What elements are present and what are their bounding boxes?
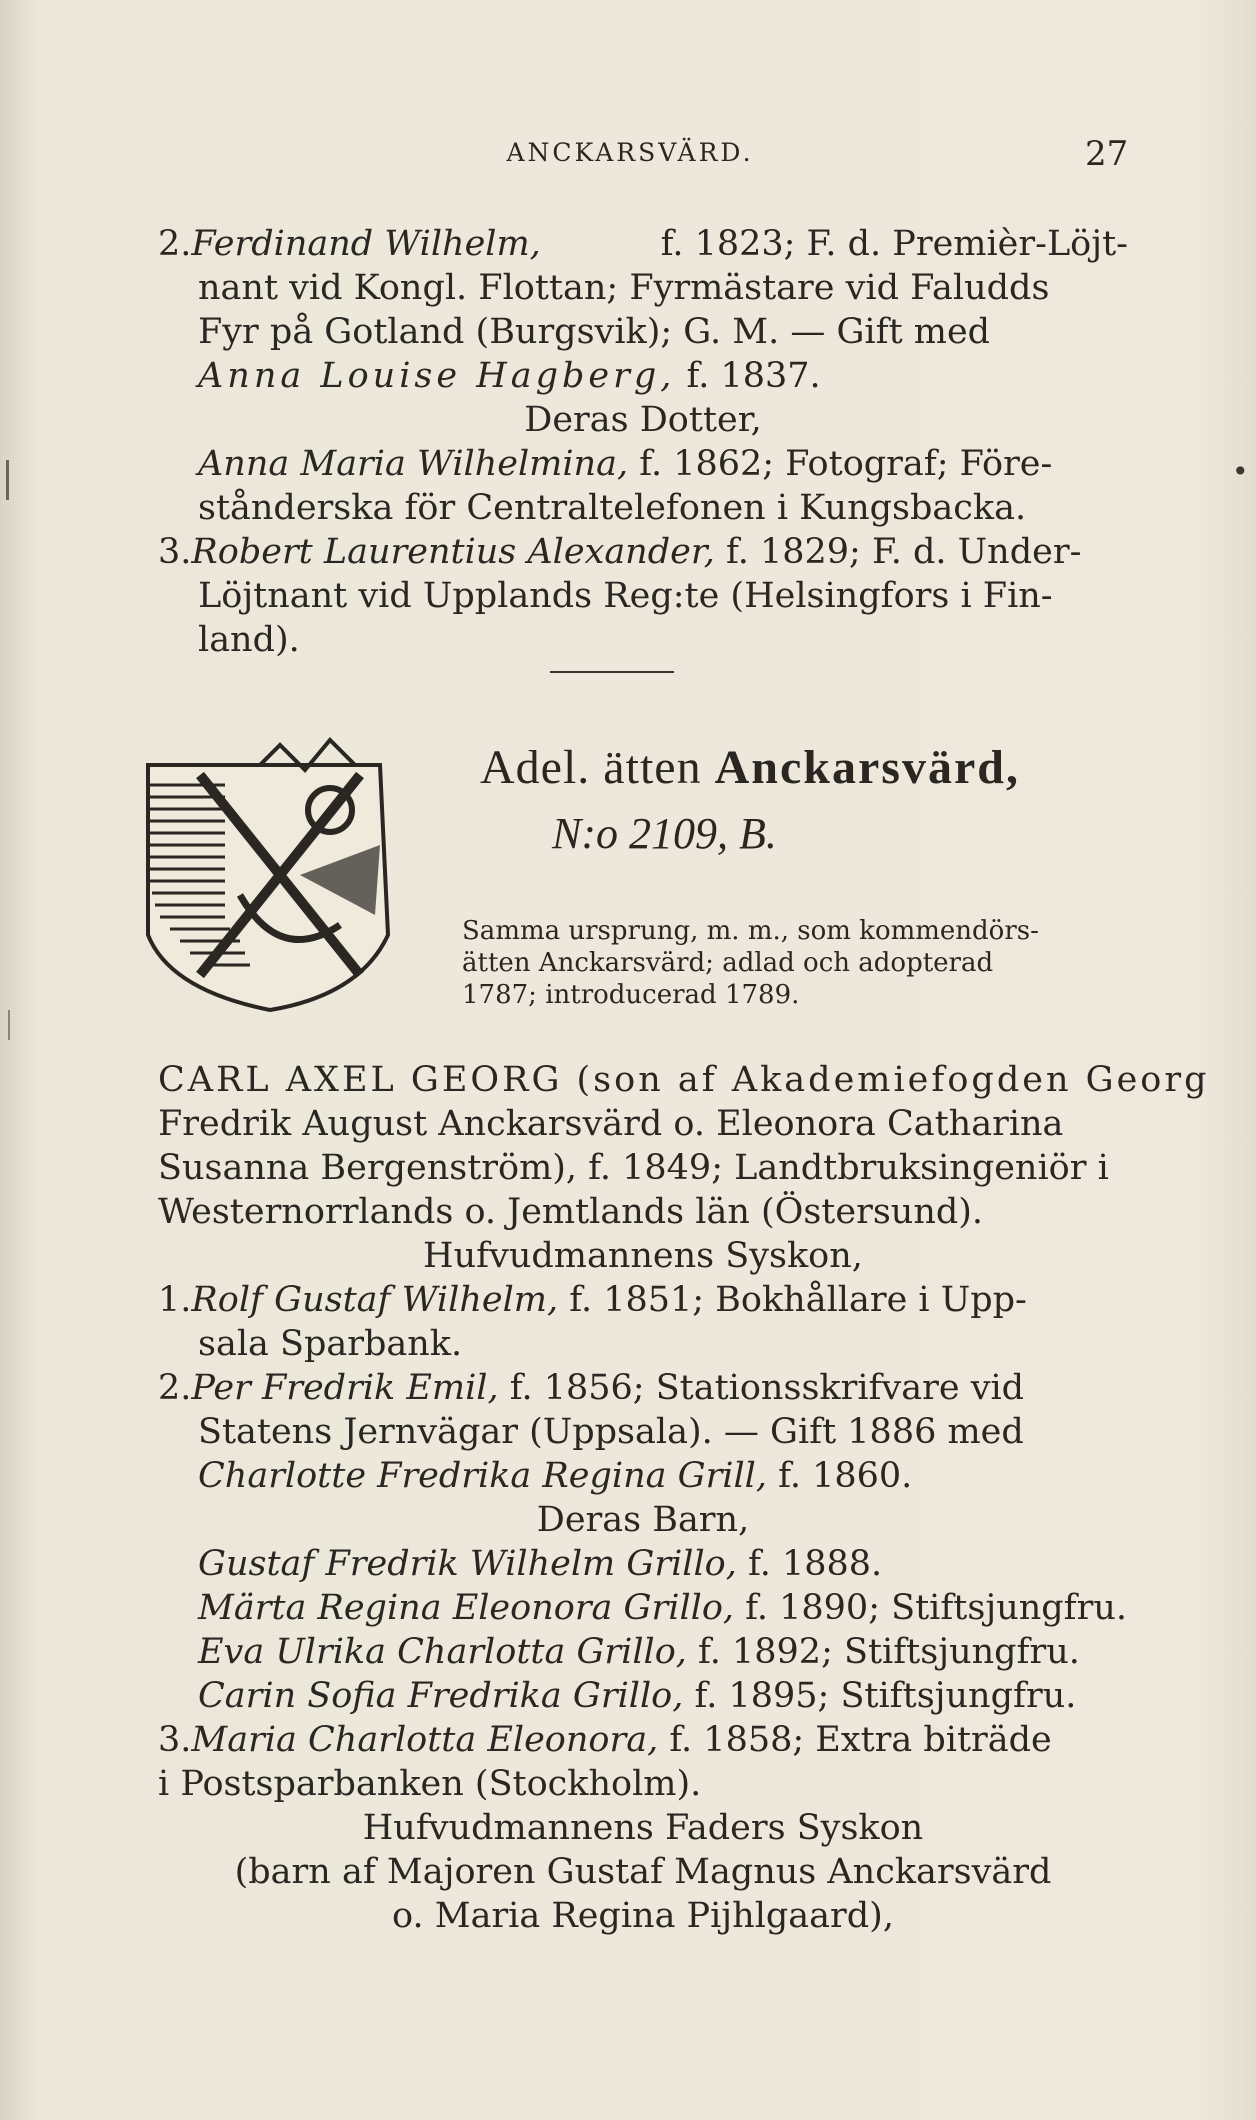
edge-mark bbox=[8, 1010, 10, 1040]
entry-line: stånderska för Centraltelefonen i Kungsbacka. bbox=[198, 488, 1027, 528]
entry-text: f. 1823; F. d. Premièr-Löjt- bbox=[660, 224, 1128, 264]
entry-line bbox=[158, 1454, 1128, 1498]
entry-text: f. 1892; Stiftsjungfru. bbox=[698, 1632, 1080, 1672]
person-name: Ferdinand Wilhelm, bbox=[191, 224, 541, 264]
person-name: Carin Sofia Fredrika Grillo, bbox=[198, 1676, 684, 1716]
entry-line: Westernorrlands o. Jemtlands län (Östersund). bbox=[158, 1192, 984, 1232]
entry-text: f. 1888. bbox=[747, 1544, 883, 1584]
entry-text: f. 1860. bbox=[778, 1456, 913, 1496]
entry-text: f. 1851; Bokhållare i Upp- bbox=[569, 1280, 1027, 1320]
entry-line: o. Maria Regina Pijhlgaard), bbox=[392, 1896, 894, 1936]
entry-line bbox=[158, 1366, 1128, 1410]
lineage-title-prefix: Adel. ätten bbox=[480, 741, 702, 794]
entry-number: 3. bbox=[158, 1720, 192, 1760]
entry-line: (barn af Majoren Gustaf Magnus Anckarsvärd bbox=[234, 1852, 1052, 1892]
entry-number: 2. bbox=[158, 224, 192, 264]
entry-text: f. 1856; Stationsskrifvare vid bbox=[509, 1368, 1025, 1408]
coat-of-arms-icon bbox=[130, 725, 405, 1015]
section-divider bbox=[550, 671, 674, 673]
person-name: Gustaf Fredrik Wilhelm Grillo, bbox=[198, 1544, 737, 1584]
note-line: 1787; introducerad 1789. bbox=[462, 980, 800, 1010]
entry-text: f. 1837. bbox=[686, 356, 821, 396]
lineage-title bbox=[480, 740, 1020, 795]
main-entry bbox=[158, 1058, 1210, 1938]
section-heading: Hufvudmannens Faders Syskon bbox=[362, 1808, 924, 1848]
person-name: Anna Maria Wilhelmina, bbox=[198, 444, 629, 484]
entry-number: 2. bbox=[158, 1368, 192, 1408]
entry-line bbox=[158, 1586, 1128, 1630]
person-name: Märta Regina Eleonora Grillo, bbox=[198, 1588, 735, 1628]
entry-line bbox=[158, 442, 1128, 486]
entry-line bbox=[158, 1630, 1128, 1674]
entry-text: f. 1890; Stiftsjungfru. bbox=[745, 1588, 1128, 1628]
lineage-number bbox=[552, 808, 777, 859]
lineage-title-name: Anckarsvärd, bbox=[714, 741, 1020, 794]
person-name: Robert Laurentius Alexander, bbox=[191, 532, 715, 572]
entry-line: CARL AXEL GEORG (son af Akademiefogden Georg bbox=[158, 1060, 1210, 1100]
entry-line bbox=[158, 222, 1128, 266]
note-line: Samma ursprung, m. m., som kommendörs- bbox=[462, 916, 1039, 946]
margin-dot: • bbox=[1232, 455, 1249, 488]
person-name: Rolf Gustaf Wilhelm, bbox=[191, 1280, 559, 1320]
entry-line bbox=[158, 1674, 1128, 1718]
entry-line: land). bbox=[198, 620, 300, 660]
person-name: Anna Louise Hagberg, bbox=[198, 356, 676, 396]
top-entries bbox=[158, 222, 1128, 662]
entry-line: Statens Jernvägar (Uppsala). — Gift 1886 med bbox=[198, 1412, 1024, 1452]
entry-line: i Postsparbanken (Stockholm). bbox=[158, 1764, 702, 1804]
section-heading: Deras Dotter, bbox=[524, 400, 762, 440]
lineage-number-text: N:o 2109, B. bbox=[552, 809, 777, 858]
entry-line bbox=[158, 530, 1128, 574]
entry-text: f. 1858; Extra biträde bbox=[669, 1720, 1052, 1760]
entry-number: 3. bbox=[158, 532, 192, 572]
person-name: Maria Charlotta Eleonora, bbox=[191, 1720, 659, 1760]
edge-mark bbox=[6, 460, 9, 500]
entry-line: Susanna Bergenström), f. 1849; Landtbruksingeniör i bbox=[158, 1148, 1109, 1188]
entry-text: f. 1829; F. d. Under- bbox=[726, 532, 1082, 572]
entry-line: Fyr på Gotland (Burgsvik); G. M. — Gift med bbox=[198, 312, 991, 352]
entry-text: f. 1895; Stiftsjungfru. bbox=[694, 1676, 1077, 1716]
page-number: 27 bbox=[1085, 134, 1129, 174]
section-heading: Hufvudmannens Syskon, bbox=[423, 1236, 863, 1276]
entry-text: f. 1862; Fotograf; Före- bbox=[639, 444, 1053, 484]
entry-line: Fredrik August Anckarsvärd o. Eleonora Catharina bbox=[158, 1104, 1064, 1144]
person-name: Per Fredrik Emil, bbox=[191, 1368, 499, 1408]
person-name: Charlotte Fredrika Regina Grill, bbox=[198, 1456, 768, 1496]
entry-line: Löjtnant vid Upplands Reg:te (Helsingfors i Fin- bbox=[198, 576, 1053, 616]
entry-line bbox=[158, 1278, 1128, 1322]
entry-line: sala Sparbank. bbox=[198, 1324, 463, 1364]
entry-line bbox=[158, 1718, 1128, 1762]
entry-line bbox=[158, 1542, 1128, 1586]
entry-number: 1. bbox=[158, 1280, 192, 1320]
running-head: ANCKARSVÄRD. bbox=[506, 138, 754, 167]
entry-line: nant vid Kongl. Flottan; Fyrmästare vid Faludds bbox=[198, 268, 1050, 308]
person-name: Eva Ulrika Charlotta Grillo, bbox=[198, 1632, 687, 1672]
lineage-note bbox=[462, 915, 1130, 1011]
section-heading: Deras Barn, bbox=[536, 1500, 750, 1540]
note-line: ätten Anckarsvärd; adlad och adopterad bbox=[462, 948, 994, 978]
entry-line bbox=[158, 354, 1128, 398]
